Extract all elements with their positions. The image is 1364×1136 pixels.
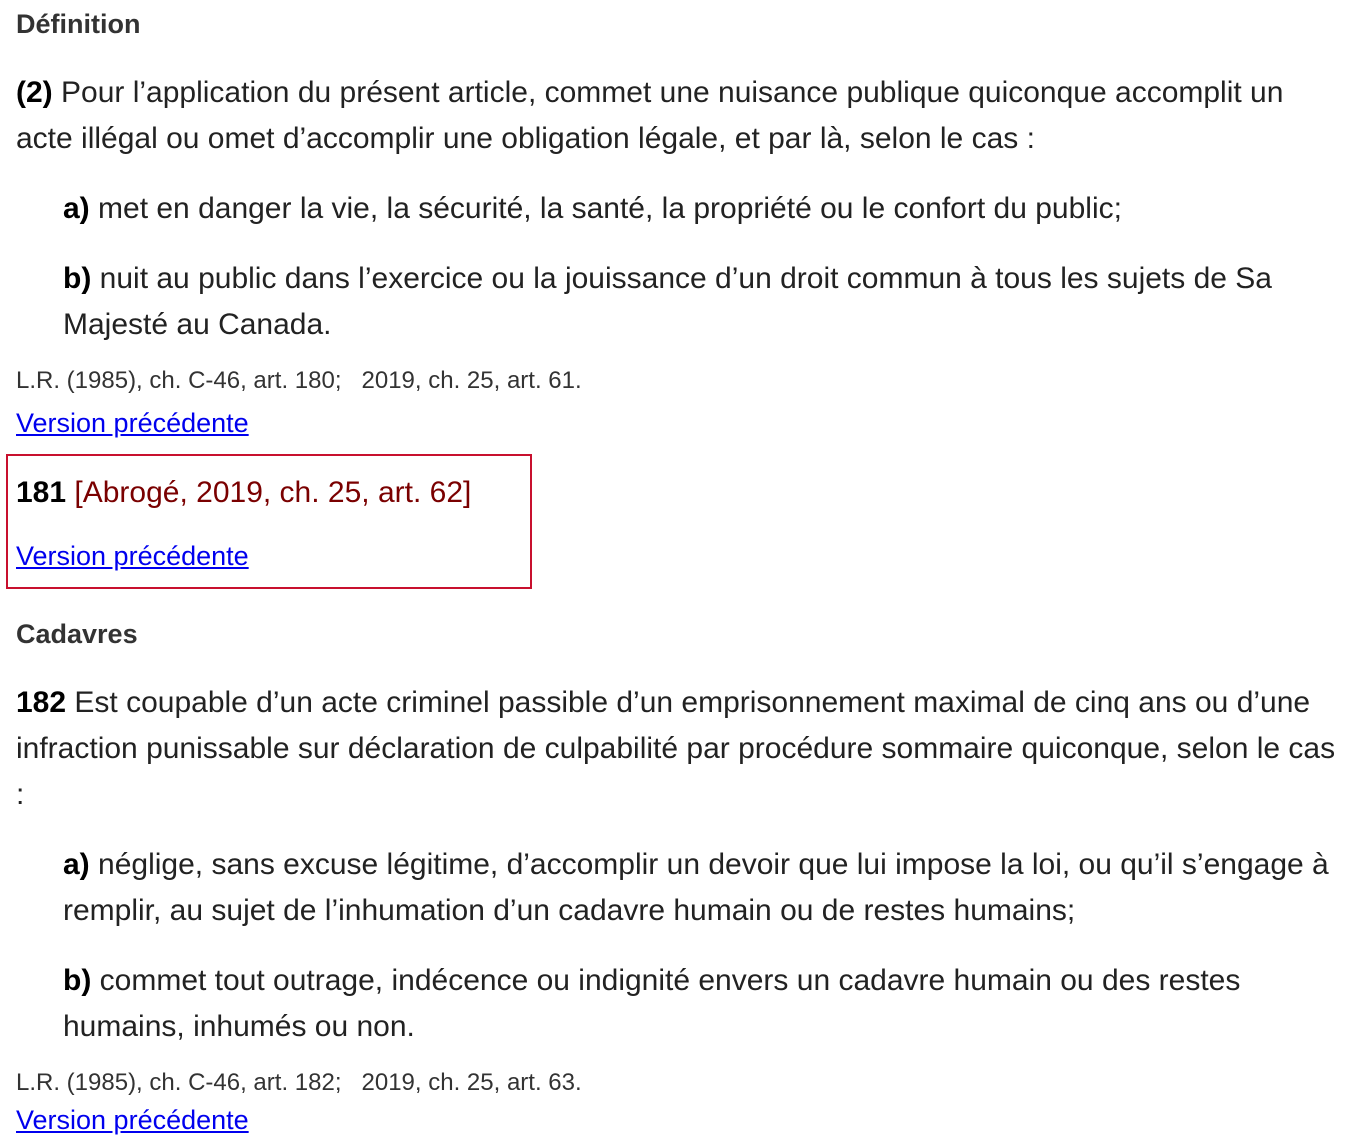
paragraph-182-a xyxy=(63,842,1343,934)
previous-version-link-181[interactable]: Version précédente xyxy=(16,541,249,571)
paragraph-text: nuit au public dans l’exercice ou la jouissance d’un droit commun à tous les sujets de Sa Majesté au Canada. xyxy=(63,262,1272,341)
repealed-notice: [Abrogé, 2019, ch. 25, art. 62] xyxy=(74,476,472,509)
paragraph-label: a) xyxy=(63,192,90,225)
history-citation: 2019, ch. 25, art. 63. xyxy=(361,1069,582,1096)
subsection-text: Pour l’application du présent article, commet une nuisance publique quiconque accomplit un acte illégal ou omet d’accomplir une obligation légale, et par là, selon le cas : xyxy=(16,76,1284,155)
history-citation: L.R. (1985), ch. C-46, art. 182; xyxy=(16,1069,342,1096)
section-181 xyxy=(16,473,471,513)
paragraph-text: commet tout outrage, indécence ou indignité envers un cadavre humain ou des restes humains, inhumés ou non. xyxy=(63,964,1241,1043)
section-number: 182 xyxy=(16,686,67,719)
definition-heading: Définition xyxy=(16,9,141,39)
subsection-180-2 xyxy=(16,70,1341,162)
paragraph-text: néglige, sans excuse légitime, d’accomplir un devoir que lui impose la loi, ou qu’il s’engage à remplir, au sujet de l’inhumation d’un cadavre humain ou de restes humains; xyxy=(63,848,1329,927)
paragraph-label: b) xyxy=(63,262,92,295)
section-text: Est coupable d’un acte criminel passible d’un emprisonnement maximal de cinq ans ou d’une infraction punissable sur déclaration de culpabilité par procédure sommaire quiconque, selon le cas : xyxy=(16,686,1336,811)
paragraph-182-b xyxy=(63,958,1343,1050)
previous-version-link-180[interactable]: Version précédente xyxy=(16,408,249,438)
history-note-182 xyxy=(16,1069,582,1097)
previous-version-link-182[interactable]: Version précédente xyxy=(16,1105,249,1135)
paragraph-text: met en danger la vie, la sécurité, la santé, la propriété ou le confort du public; xyxy=(89,192,1122,225)
paragraph-label: a) xyxy=(63,848,90,881)
paragraph-180-2-a xyxy=(63,186,1343,232)
section-number: 181 xyxy=(16,476,67,509)
paragraph-180-2-b xyxy=(63,256,1343,348)
history-citation: L.R. (1985), ch. C-46, art. 180; xyxy=(16,367,342,394)
section-182 xyxy=(16,680,1341,818)
history-note-180 xyxy=(16,367,582,395)
history-citation: 2019, ch. 25, art. 61. xyxy=(361,367,582,394)
paragraph-label: b) xyxy=(63,964,92,997)
cadavres-heading: Cadavres xyxy=(16,619,138,649)
subsection-number: (2) xyxy=(16,76,53,109)
